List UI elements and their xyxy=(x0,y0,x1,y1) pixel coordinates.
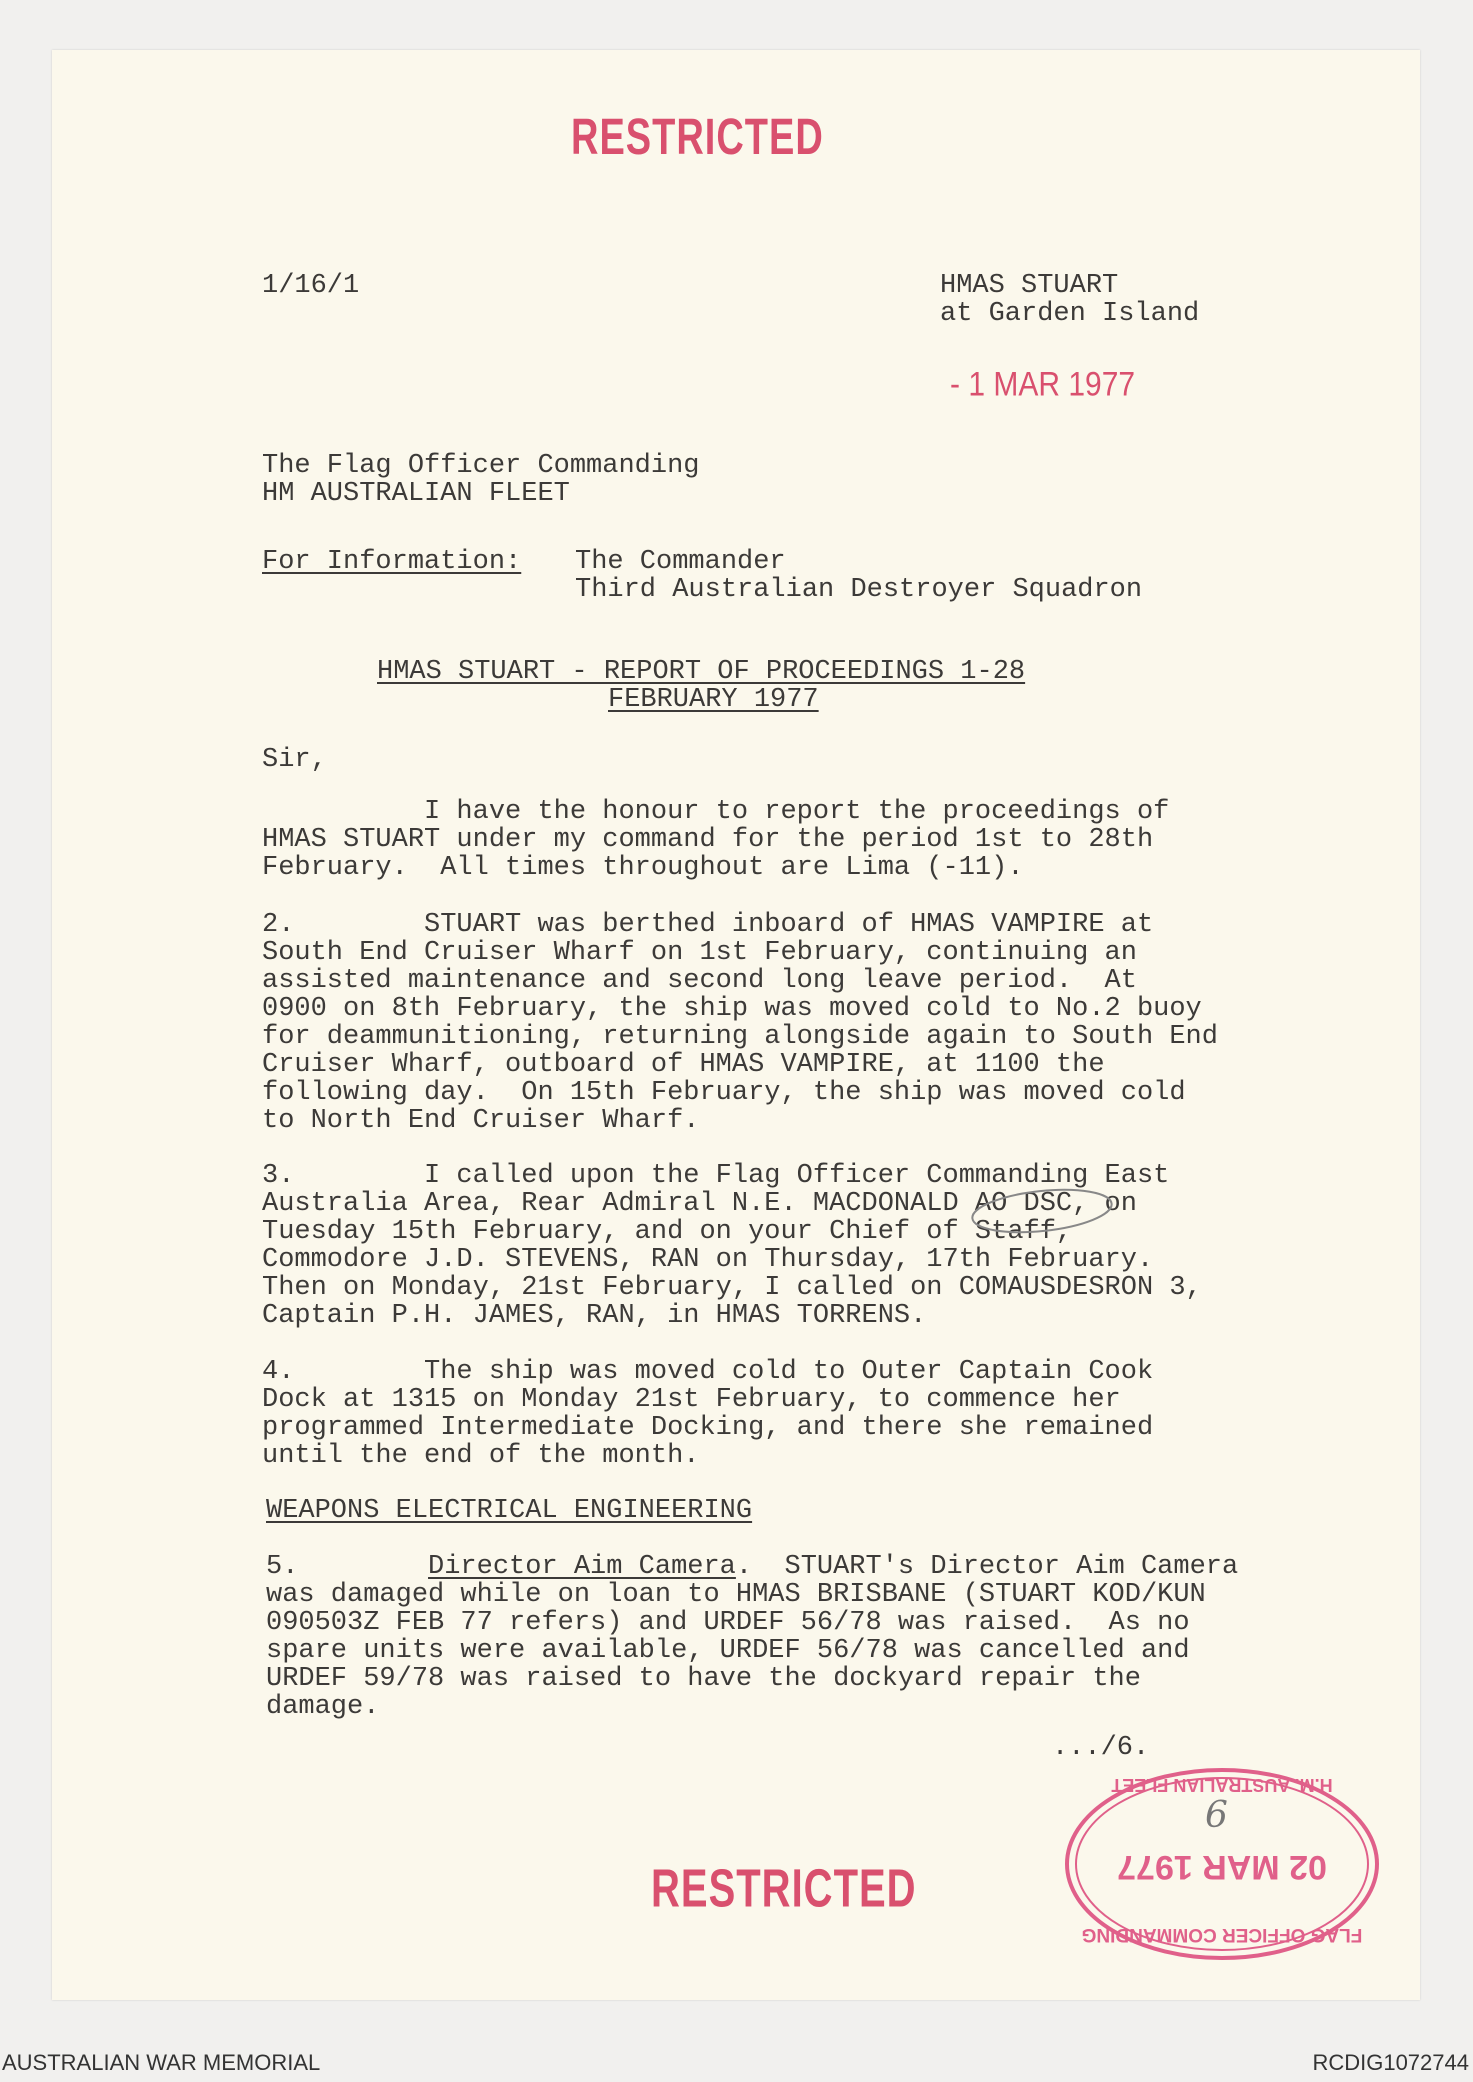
restricted-stamp-top: RESTRICTED xyxy=(571,109,824,166)
text-line: I have the honour to report the proceedings of xyxy=(262,797,1170,827)
section-heading: WEAPONS ELECTRICAL ENGINEERING xyxy=(266,1496,753,1526)
text-line: to North End Cruiser Wharf. xyxy=(262,1106,700,1136)
text-line: Then on Monday, 21st February, I called on COMAUSDESRON 3, xyxy=(262,1273,1202,1303)
sender-location: at Garden Island xyxy=(940,299,1200,329)
recipient-line: The Commander xyxy=(575,547,786,577)
date-stamp: - 1 MAR 1977 xyxy=(950,365,1136,404)
recipient-line: Third Australian Destroyer Squadron xyxy=(575,575,1143,605)
for-information-label: For Information: xyxy=(262,547,522,577)
text-line: URDEF 59/78 was raised to have the dockyard repair the xyxy=(266,1664,1141,1694)
text-line: 4. The ship was moved cold to Outer Captain Cook xyxy=(262,1357,1154,1387)
paragraph-5 xyxy=(266,1553,1238,1721)
paragraph-1 xyxy=(262,798,1169,882)
text-line: HMAS STUART under my command for the period 1st to 28th xyxy=(262,825,1154,855)
text-line: assisted maintenance and second long leave period. At xyxy=(262,966,1137,996)
text-line: Captain P.H. JAMES, RAN, in HMAS TORRENS. xyxy=(262,1301,927,1331)
text-line: spare units were available, URDEF 56/78 was cancelled and xyxy=(266,1636,1190,1666)
paragraph-4 xyxy=(262,1358,1153,1470)
report-title: HMAS STUART - REPORT OF PROCEEDINGS 1-28 xyxy=(377,657,1026,687)
stamp-bottom-text: FLAG OFFICER COMMANDING xyxy=(1081,1924,1363,1945)
sender-block xyxy=(940,272,1199,328)
text-line: 0900 on 8th February, the ship was moved cold to No.2 buoy xyxy=(262,994,1202,1024)
text-line: programmed Intermediate Docking, and there she remained xyxy=(262,1413,1154,1443)
text-line: Dock at 1315 on Monday 21st February, to commence her xyxy=(262,1385,1121,1415)
text-line: Commodore J.D. STEVENS, RAN on Thursday, 17th February. xyxy=(262,1245,1154,1275)
text-line xyxy=(266,1553,1238,1581)
paragraph-number: 5. xyxy=(266,1552,429,1582)
continuation-marker: .../6. xyxy=(1052,1733,1150,1763)
text-line: Tuesday 15th February, and on your Chief of Staff, xyxy=(262,1217,1073,1247)
stamp-date: 02 MAR 1977 xyxy=(1117,1848,1327,1886)
for-information-recipient xyxy=(575,548,1142,604)
salutation: Sir, xyxy=(262,745,327,775)
text-line: following day. On 15th February, the ship was moved cold xyxy=(262,1078,1186,1108)
text-line: 090503Z FEB 77 refers) and URDEF 56/78 was raised. As no xyxy=(266,1608,1190,1638)
text-line: Australia Area, Rear Admiral N.E. MACDONALD AO DSC, on xyxy=(262,1189,1137,1219)
report-title-line2: FEBRUARY 1977 xyxy=(608,685,819,715)
stamp-top-text: H.M. AUSTRALIAN FLEET xyxy=(1111,1775,1333,1795)
received-office-stamp xyxy=(1063,1766,1381,1962)
addressee-line: The Flag Officer Commanding xyxy=(262,451,700,481)
text-line: 3. I called upon the Flag Officer Commanding East xyxy=(262,1161,1170,1191)
text-line: until the end of the month. xyxy=(262,1441,700,1471)
handwritten-folio-number: 6 xyxy=(1205,1795,1228,1836)
sender-ship: HMAS STUART xyxy=(940,271,1119,301)
paragraph-2 xyxy=(262,911,1218,1135)
file-reference: 1/16/1 xyxy=(262,271,360,301)
addressee-line: HM AUSTRALIAN FLEET xyxy=(262,479,570,509)
subheading: Director Aim Camera xyxy=(428,1552,736,1582)
text-fragment: . STUART's Director Aim Camera xyxy=(735,1552,1239,1582)
pencil-circle-annotation xyxy=(968,1186,1116,1236)
text-line: Cruiser Wharf, outboard of HMAS VAMPIRE, at 1100 the xyxy=(262,1050,1105,1080)
text-line: was damaged while on loan to HMAS BRISBANE (STUART KOD/KUN xyxy=(266,1580,1206,1610)
addressee xyxy=(262,452,699,508)
text-line: South End Cruiser Wharf on 1st February, continuing an xyxy=(262,938,1137,968)
text-line: damage. xyxy=(266,1692,380,1722)
text-line: February. All times throughout are Lima (-11). xyxy=(262,853,1024,883)
text-line: 2. STUART was berthed inboard of HMAS VAMPIRE at xyxy=(262,910,1154,940)
restricted-stamp-bottom: RESTRICTED xyxy=(651,1859,917,1919)
footer-id: RCDIG1072744 xyxy=(1312,2050,1469,2075)
text-line: for deammunitioning, returning alongside again to South End xyxy=(262,1022,1218,1052)
footer-source: AUSTRALIAN WAR MEMORIAL xyxy=(2,2050,321,2075)
